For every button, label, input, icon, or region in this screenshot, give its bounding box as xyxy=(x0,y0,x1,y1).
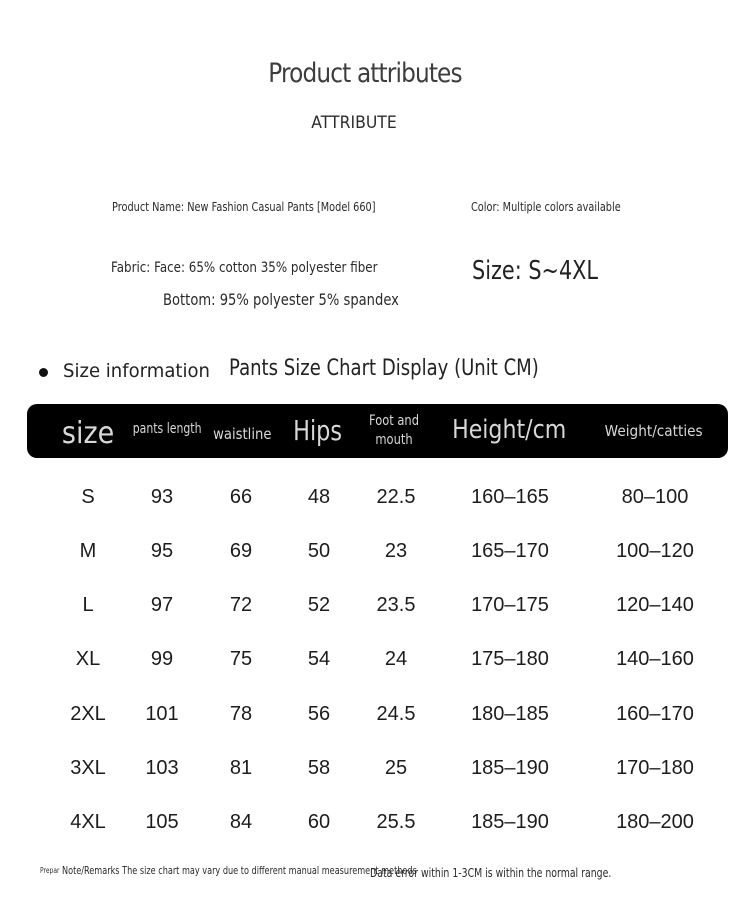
cell-foot-mouth: 24 xyxy=(384,648,408,671)
cell-waistline: 72 xyxy=(229,594,253,617)
cell-foot-mouth: 23.5 xyxy=(376,594,416,617)
fabric-bottom: Bottom: 95% polyester 5% spandex xyxy=(163,290,399,309)
column-header-pants-length: pants length xyxy=(132,420,202,437)
cell-weight: 160–170 xyxy=(616,702,694,725)
table-row xyxy=(0,741,750,795)
column-header-waistline: waistline xyxy=(212,424,272,443)
cell-pants-length: 95 xyxy=(150,539,174,562)
remarks-note: Note/Remarks The size chart may vary due to different manual measurement methods xyxy=(62,864,417,877)
size-table-header xyxy=(27,404,728,458)
prepared-label: Prepar xyxy=(40,866,60,875)
cell-foot-mouth: 24.5 xyxy=(376,702,416,725)
remarks-note-tail: Data error within 1-3CM is within the normal range. xyxy=(370,866,612,880)
cell-height: 170–175 xyxy=(471,594,549,617)
cell-foot-mouth: 25 xyxy=(384,756,408,779)
cell-weight: 170–180 xyxy=(616,756,694,779)
cell-size: M xyxy=(79,539,97,562)
cell-waistline: 66 xyxy=(229,485,253,508)
cell-pants-length: 97 xyxy=(150,594,174,617)
column-header-height: Height/cm xyxy=(451,415,567,446)
column-header-size: size xyxy=(61,415,115,451)
table-row xyxy=(0,796,750,850)
cell-hips: 60 xyxy=(307,811,331,834)
cell-foot-mouth: 22.5 xyxy=(376,485,416,508)
table-row xyxy=(0,633,750,687)
fabric-face: Fabric: Face: 65% cotton 35% polyester fiber xyxy=(111,260,378,276)
cell-waistline: 69 xyxy=(229,539,253,562)
cell-height: 175–180 xyxy=(471,648,549,671)
cell-pants-length: 103 xyxy=(145,756,179,779)
size-range: Size: S~4XL xyxy=(472,256,599,286)
cell-weight: 100–120 xyxy=(616,539,694,562)
cell-weight: 80–100 xyxy=(621,485,689,508)
cell-height: 160–165 xyxy=(471,485,549,508)
bullet-icon xyxy=(39,368,48,377)
size-table-body xyxy=(0,470,750,850)
cell-hips: 56 xyxy=(307,702,331,725)
table-row xyxy=(0,687,750,741)
cell-pants-length: 101 xyxy=(145,702,179,725)
cell-size: 4XL xyxy=(70,811,106,834)
size-info-label: Size information xyxy=(63,360,210,382)
cell-pants-length: 105 xyxy=(145,811,179,834)
cell-waistline: 78 xyxy=(229,702,253,725)
cell-hips: 52 xyxy=(307,594,331,617)
page-subtitle: ATTRIBUTE xyxy=(311,113,397,133)
table-row xyxy=(0,579,750,633)
cell-hips: 54 xyxy=(307,648,331,671)
column-header-hips: Hips xyxy=(293,414,343,448)
cell-size: XL xyxy=(75,648,101,671)
cell-height: 185–190 xyxy=(471,756,549,779)
cell-height: 185–190 xyxy=(471,811,549,834)
cell-weight: 140–160 xyxy=(616,648,694,671)
cell-size: 2XL xyxy=(70,702,106,725)
product-name: Product Name: New Fashion Casual Pants [Model 660] xyxy=(112,199,376,214)
size-chart-title: Pants Size Chart Display (Unit CM) xyxy=(229,356,539,381)
cell-hips: 48 xyxy=(307,485,331,508)
cell-foot-mouth: 25.5 xyxy=(376,811,416,834)
table-row xyxy=(0,524,750,578)
page-title: Product attributes xyxy=(268,58,462,89)
cell-pants-length: 93 xyxy=(150,485,174,508)
cell-size: S xyxy=(81,485,95,508)
cell-waistline: 75 xyxy=(229,648,253,671)
cell-height: 180–185 xyxy=(471,702,549,725)
column-header-foot-mouth: Foot and mouth xyxy=(369,413,419,448)
cell-size: L xyxy=(82,594,94,617)
cell-height: 165–170 xyxy=(471,539,549,562)
cell-weight: 180–200 xyxy=(616,811,694,834)
cell-waistline: 84 xyxy=(229,811,253,834)
cell-size: 3XL xyxy=(70,756,106,779)
cell-hips: 58 xyxy=(307,756,331,779)
color-info: Color: Multiple colors available xyxy=(471,199,621,214)
cell-weight: 120–140 xyxy=(616,594,694,617)
column-header-weight: Weight/catties xyxy=(605,421,703,440)
table-row xyxy=(0,470,750,524)
cell-waistline: 81 xyxy=(229,756,253,779)
cell-foot-mouth: 23 xyxy=(384,539,408,562)
cell-hips: 50 xyxy=(307,539,331,562)
cell-pants-length: 99 xyxy=(150,648,174,671)
